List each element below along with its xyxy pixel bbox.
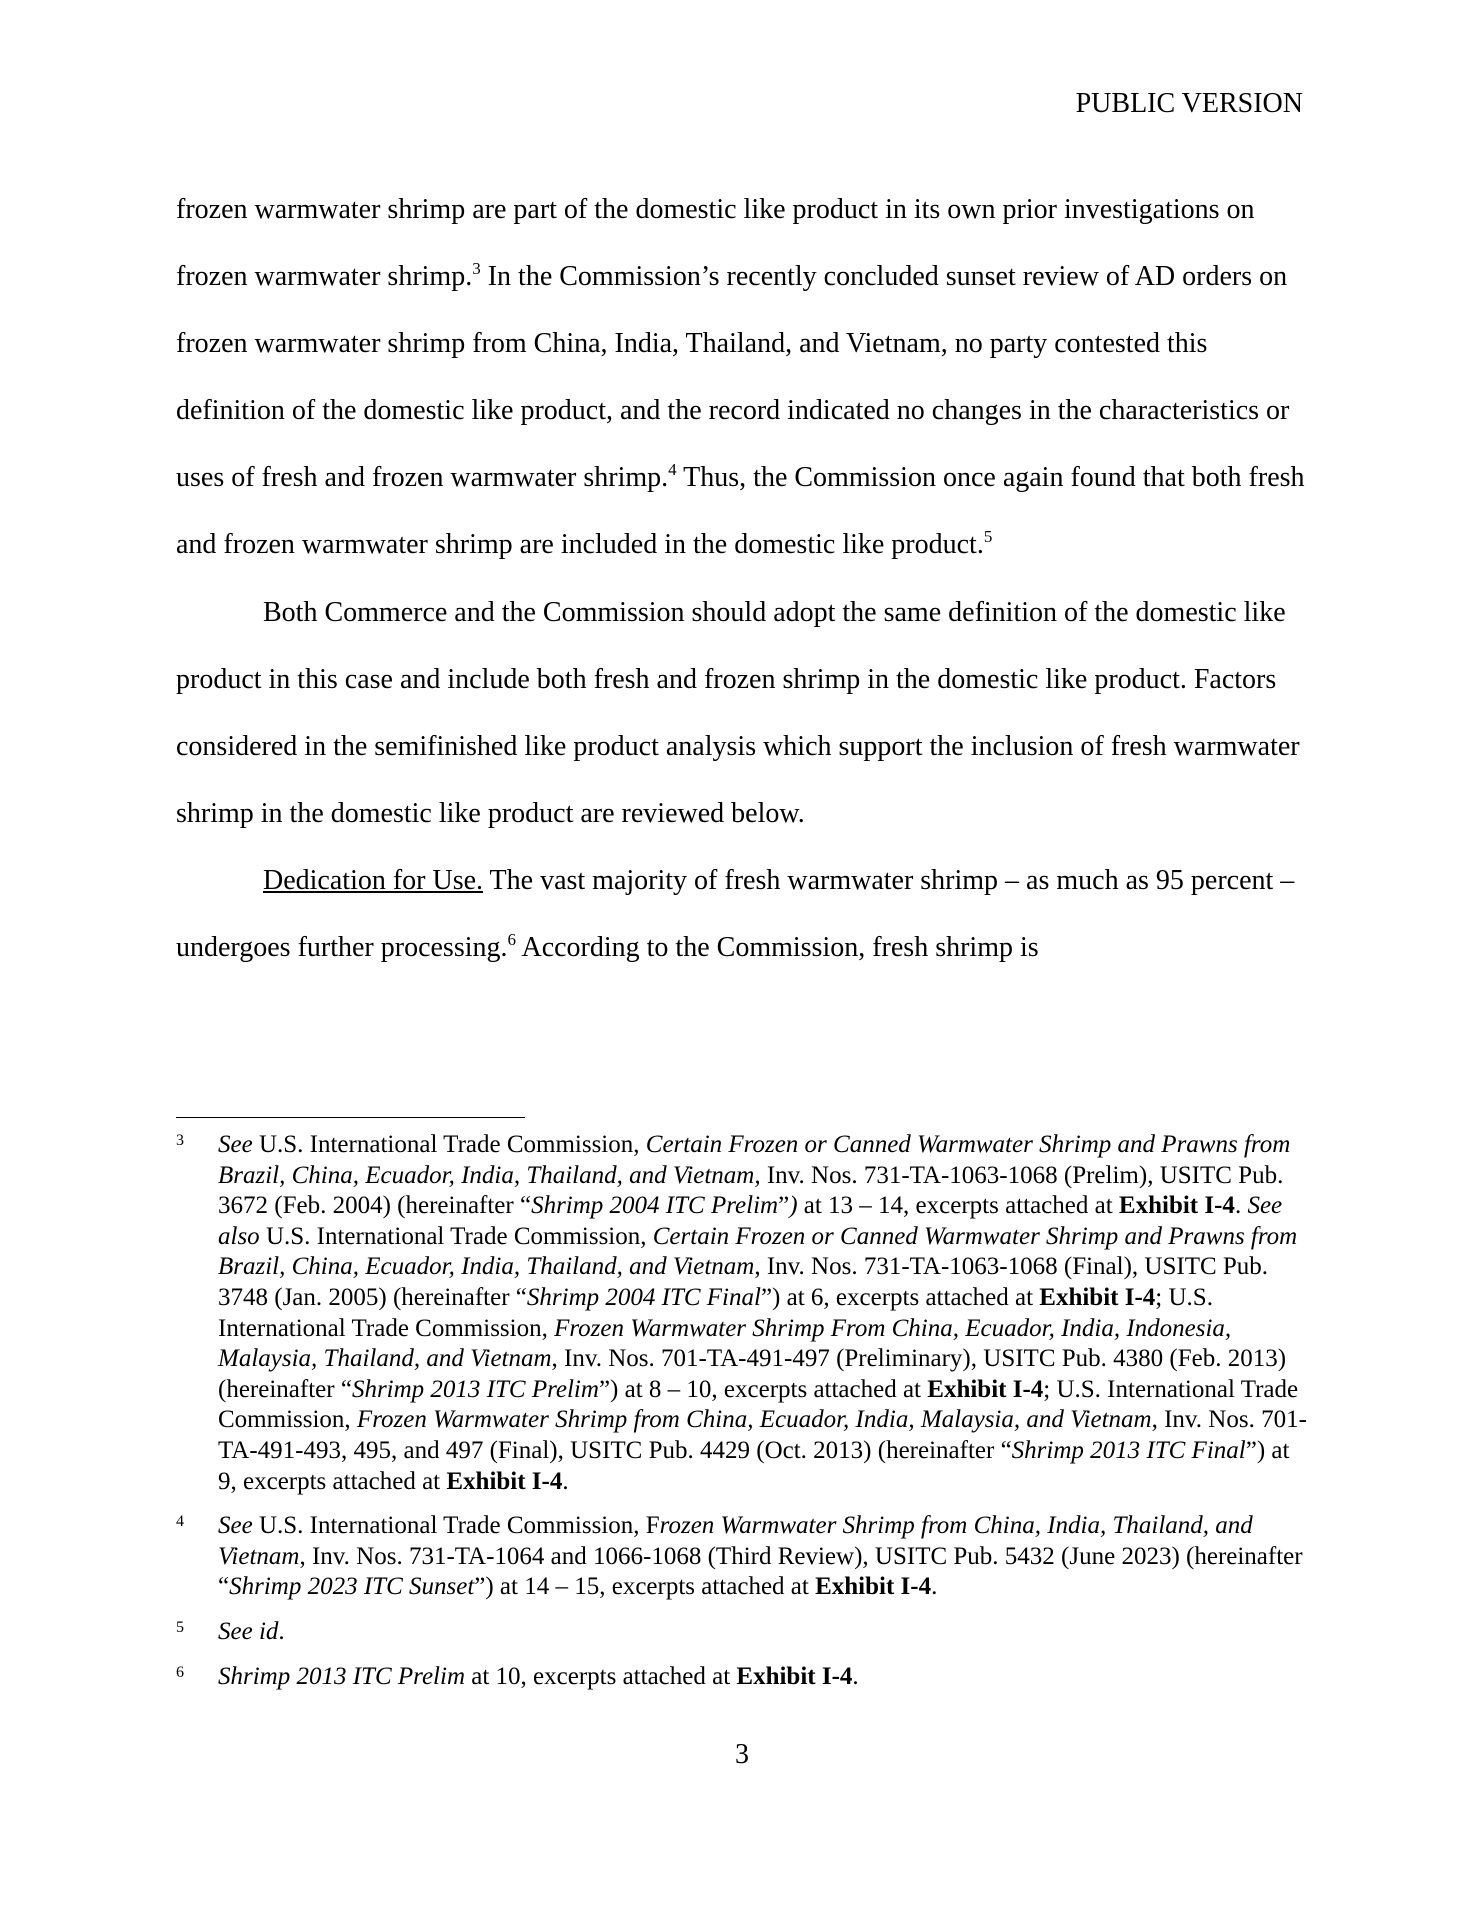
fn-text-run: .	[562, 1467, 569, 1495]
paragraph-1-text-a: frozen warmwater shrimp are part of the domestic like product in its own prior investigations on frozen warmwater shrimp.	[176, 194, 1255, 293]
footnote-number: 3	[176, 1132, 184, 1149]
short-cite: Shrimp 2013 ITC Prelim	[218, 1662, 465, 1690]
paragraph-3	[176, 847, 1308, 981]
footnote-text	[218, 1617, 1308, 1648]
fn-italic: )	[789, 1192, 798, 1220]
fn-text-run: ”) at 14 – 15, excerpts attached at	[474, 1573, 816, 1601]
exhibit-ref: Exhibit I-4	[1118, 1192, 1235, 1220]
fn-text-run: .	[278, 1617, 285, 1645]
fn-italic: See id	[218, 1617, 279, 1645]
short-cite: Shrimp 2004 ITC Final	[526, 1283, 761, 1311]
footnote-ref-3: 3	[472, 259, 481, 279]
footnote-number: 5	[176, 1618, 184, 1636]
paragraph-1	[176, 176, 1308, 579]
fn-text-run: ; U.S. International Trade Commission,	[218, 1375, 1299, 1434]
footnote-number: 6	[176, 1663, 184, 1681]
short-cite: Shrimp 2013 ITC Final	[1011, 1436, 1246, 1464]
fn-italic: See also	[218, 1192, 1283, 1250]
fn-text-run: , Inv. Nos. 701-TA-491-493, 495, and 497 (Final), USITC Pub. 4429 (Oct. 2013) (hereinafter “	[218, 1406, 1307, 1464]
fn-text-run: , Inv. Nos. 701-TA-491-497 (Preliminary), USITC Pub. 4380 (Feb. 2013) (hereinafter “	[218, 1345, 1287, 1403]
fn-text-run: Inv. Nos. 731-TA-1063-1068 (Prelim), USITC Pub. 3672 (Feb. 2004) (hereinafter “	[218, 1161, 1284, 1220]
case-title: Certain Frozen or Canned Warmwater Shrimp and Prawns from Brazil, China, Ecuador, India, Thailand, and Vietnam	[218, 1222, 1298, 1281]
fn-text-run: , Inv. Nos. 731-TA-1063-1068 (Final), USITC Pub. 3748 (Jan. 2005) (hereinafter “	[218, 1253, 1269, 1311]
exhibit-ref: Exhibit I-4	[446, 1467, 563, 1495]
footnote-6	[176, 1662, 1308, 1693]
fn-text-run: at 10, excerpts attached at	[465, 1662, 737, 1690]
footnote-text	[218, 1511, 1308, 1603]
case-title: Frozen Warmwater Shrimp from China, Ecuador, India, Malaysia, and Vietnam	[356, 1406, 1152, 1434]
paragraph-3-text-b: According to the Commission, fresh shrimp is	[516, 932, 1039, 964]
fn-text-run: .	[852, 1662, 859, 1690]
fn-text-run: .	[931, 1573, 938, 1601]
footnote-4	[176, 1511, 1308, 1603]
footnote-ref-6: 6	[507, 930, 517, 950]
fn-italic: See	[218, 1131, 253, 1158]
fn-text-run: at 13 – 14, excerpts attached at	[797, 1192, 1119, 1220]
fn-text-run: U.S. International Trade Commission,	[259, 1222, 653, 1250]
case-title: Frozen Warmwater Shrimp From China, Ecuador, India, Indonesia, Malaysia, Thailand, and Vietnam	[218, 1314, 1232, 1373]
exhibit-ref: Exhibit I-4	[1039, 1283, 1156, 1311]
fn-text-run: U.S. International Trade Commission,	[252, 1131, 646, 1158]
footnote-ref-4: 4	[668, 460, 677, 480]
fn-text-run: ”) at 8 – 10, excerpts attached at	[598, 1375, 928, 1403]
footnote-3	[176, 1130, 1308, 1497]
short-cite: Shrimp 2013 ITC Prelim	[351, 1375, 599, 1403]
exhibit-ref: Exhibit I-4	[927, 1375, 1044, 1403]
fn-text-run: ”) at 9, excerpts attached at	[218, 1436, 1290, 1495]
fn-text-run: .	[1234, 1192, 1248, 1220]
footnote-number: 4	[176, 1513, 184, 1531]
paragraph-1-text-c: Thus, the Commission once again found that both fresh and frozen warmwater shrimp are included in the domestic like product.	[176, 462, 1305, 561]
footnote-text	[218, 1130, 1308, 1497]
footnotes	[176, 1130, 1308, 1706]
public-version-header: PUBLIC VERSION	[1075, 88, 1303, 119]
fn-text-run: ”	[778, 1192, 790, 1220]
paragraph-3-text-a: The vast majority of fresh warmwater shrimp – as much as 95 percent – undergoes further processing.	[176, 864, 1295, 964]
footnote-ref-5: 5	[983, 527, 993, 547]
page-number: 3	[735, 1739, 749, 1770]
paragraph-1-text-b: In the Commission’s recently concluded sunset review of AD orders on frozen warmwater shrimp from China, India, Thailand, and Vietnam, no party contested this definition of the domestic like product, and the record indicated no changes in the characteristics or uses of fresh and frozen warmwater shrimp.	[176, 261, 1290, 494]
short-cite: Shrimp 2004 ITC Prelim	[531, 1192, 779, 1220]
paragraph-2: Both Commerce and the Commission should adopt the same definition of the domestic like product in this case and include both fresh and frozen shrimp in the domestic like product. Factors considered in the semifinished like product analysis which support the inclusion of fresh warmwater shrimp in the domestic like product are reviewed below.	[176, 596, 1300, 829]
case-title: Certain Frozen or Canned Warmwater Shrimp and Prawns from Brazil, China, Ecuador, India, Thailand, and Vietnam,	[218, 1131, 1291, 1189]
exhibit-ref: Exhibit I-4	[736, 1662, 853, 1690]
footnote-text	[218, 1662, 1308, 1693]
case-title: rozen Warmwater Shrimp from China, India, Thailand, and Vietnam	[218, 1512, 1253, 1570]
body-text	[176, 176, 1308, 981]
short-cite: Shrimp 2023 ITC Sunset	[229, 1573, 475, 1601]
fn-text-run: ; U.S. International Trade Commission,	[218, 1283, 1213, 1342]
footnote-separator	[176, 1117, 525, 1118]
fn-text-run: , Inv. Nos. 731-TA-1064 and 1066-1068 (Third Review), USITC Pub. 5432 (June 2023) (hereinafter “	[218, 1542, 1303, 1601]
fn-text-run: ”) at 6, excerpts attached at	[760, 1283, 1040, 1311]
exhibit-ref: Exhibit I-4	[815, 1573, 932, 1601]
dedication-for-use-heading: Dedication for Use.	[263, 864, 484, 896]
footnote-5	[176, 1617, 1308, 1648]
fn-text-run: U.S. International Trade Commission, F	[252, 1512, 660, 1540]
fn-italic: See	[218, 1512, 253, 1540]
